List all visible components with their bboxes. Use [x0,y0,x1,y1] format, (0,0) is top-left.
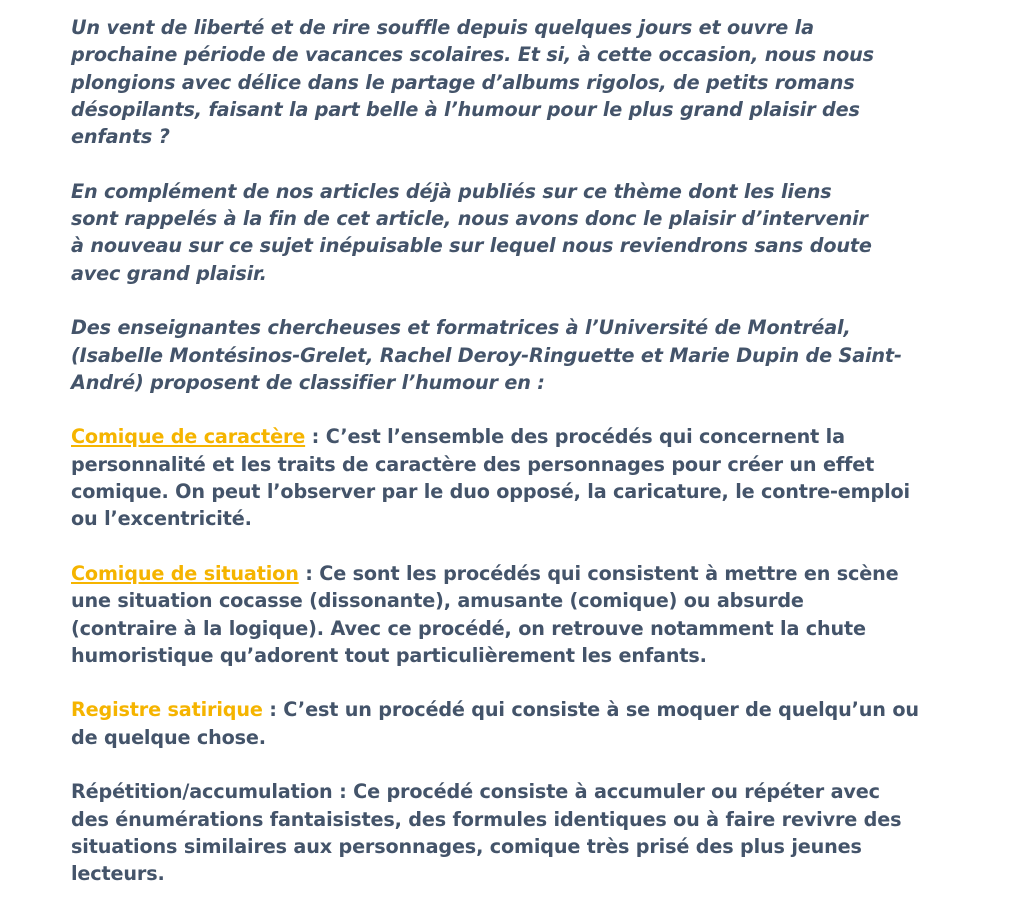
text-line: comique. On peut l’observer par le duo opposé, la caricature, le contre-emploi [71,480,910,504]
category-comique-de-situation [71,560,971,669]
text-line: à nouveau sur ce sujet inépuisable sur lequel nous reviendrons sans doute [71,234,872,258]
text-line [71,696,971,723]
category-comique-de-caractere [71,423,971,532]
definition-text: : Ce sont les procédés qui consistent à mettre en scène [298,561,899,585]
text-line: (contraire à la logique). Avec ce procédé, on retrouve notamment la chute [71,616,866,640]
text-line: personnalité et les traits de caractère des personnages pour créer un effet [71,452,875,476]
text-line: enfants ? [71,125,170,149]
article-body [71,14,971,915]
text-line: Des enseignantes chercheuses et formatrices à l’Université de Montréal, [71,316,851,340]
definition-text: : C’est un procédé qui consiste à se moquer de quelqu’un ou [262,698,919,722]
text-line: désopilants, faisant la part belle à l’humour pour le plus grand plaisir des [71,97,860,121]
text-line: humoristique qu’adorent tout particulièrement les enfants. [71,643,707,667]
text-line: de quelque chose. [71,725,266,749]
category-repetition-accumulation [71,778,971,887]
text-line: ou l’excentricité. [71,507,252,531]
term-link-comique-de-caractere[interactable]: Comique de caractère [71,425,306,449]
text-line [71,560,971,587]
intro-paragraph [71,314,971,396]
intro-paragraph [71,178,971,287]
category-registre-satirique [71,696,971,751]
text-line: des énumérations fantaisistes, des formules identiques ou à faire revivre des [71,807,902,831]
text-line: (Isabelle Montésinos-Grelet, Rachel Deroy-Ringuette et Marie Dupin de Saint- [71,343,902,367]
text-line: une situation cocasse (dissonante), amusante (comique) ou absurde [71,589,804,613]
text-line: situations similaires aux personnages, comique très prisé des plus jeunes [71,834,862,858]
text-line: André) proposent de classifier l’humour en : [71,370,545,394]
intro-paragraph [71,14,971,150]
text-line: prochaine période de vacances scolaires. Et si, à cette occasion, nous nous [71,43,874,67]
definition-text: : Ce procédé consiste à accumuler ou répéter avec [332,780,880,804]
text-line: lecteurs. [71,862,165,886]
text-line: Un vent de liberté et de rire souffle depuis quelques jours et ouvre la [71,16,814,39]
text-line: plongions avec délice dans le partage d’albums rigolos, de petits romans [71,70,855,94]
text-line: En complément de nos articles déjà publiés sur ce thème dont les liens [71,179,832,203]
term-repetition-accumulation: Répétition/accumulation [71,780,333,804]
text-line: avec grand plaisir. [71,261,267,285]
text-line: sont rappelés à la fin de cet article, nous avons donc le plaisir d’intervenir [71,207,868,231]
term-registre-satirique: Registre satirique [71,698,263,722]
definition-text: : C’est l’ensemble des procédés qui concernent la [305,425,845,449]
text-line [71,778,971,805]
text-line [71,423,971,450]
term-link-comique-de-situation[interactable]: Comique de situation [71,561,299,585]
